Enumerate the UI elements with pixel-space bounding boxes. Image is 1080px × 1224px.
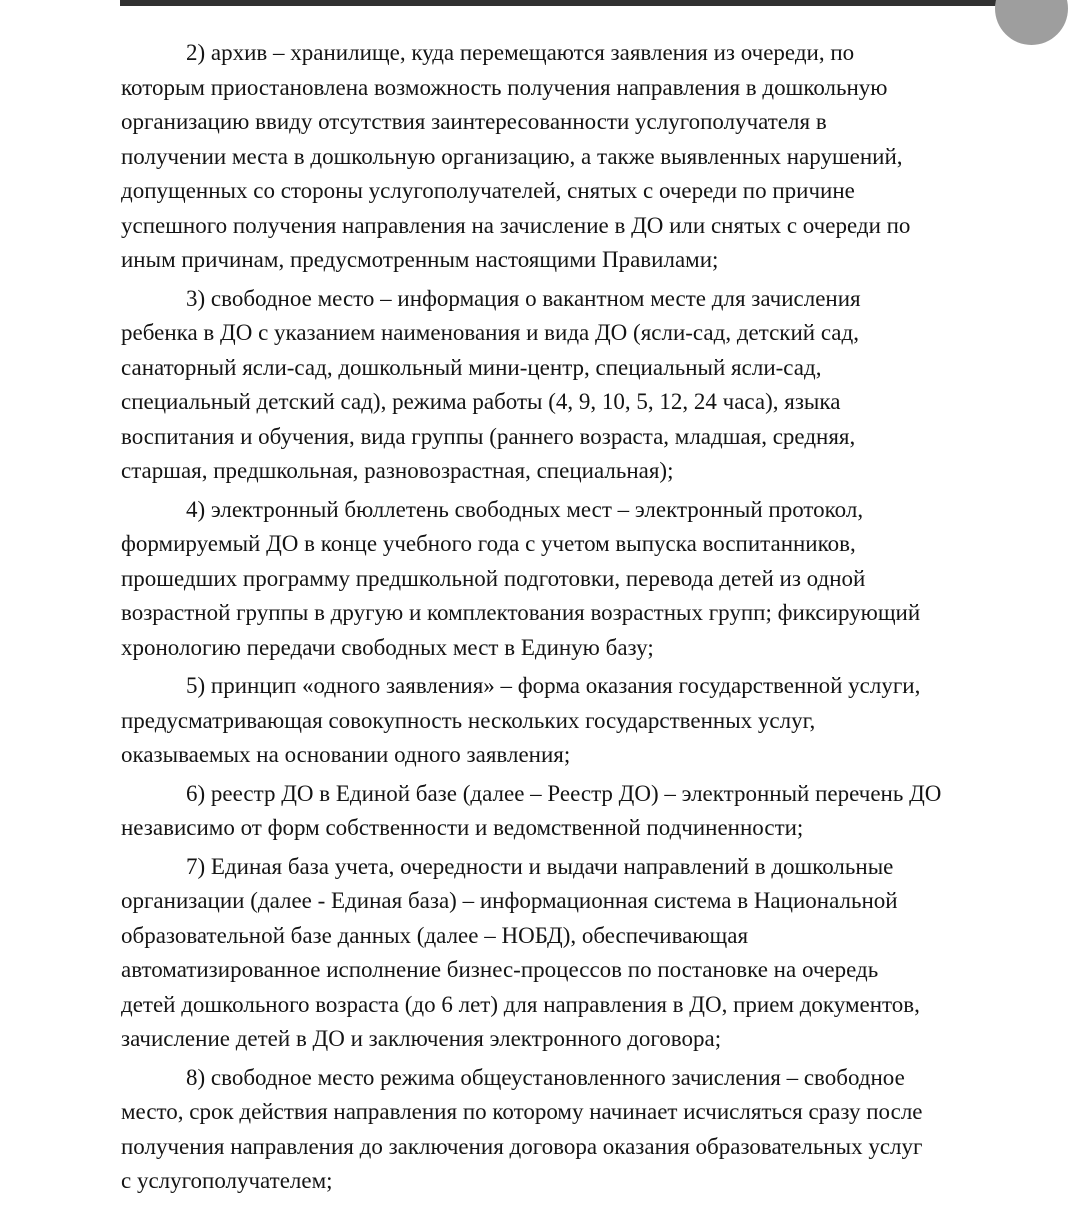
paragraph	[121, 36, 1001, 278]
text-line: 3) свободное место – информация о вакантном месте для зачисления	[186, 285, 861, 311]
text-line: получении места в дошкольную организацию, а также выявленных нарушений,	[121, 143, 903, 169]
text-line: успешного получения направления на зачисление в ДО или снятых с очереди по	[121, 212, 911, 238]
text-line: 6) реестр ДО в Единой базе (далее – Реестр ДО) – электронный перечень ДО	[186, 780, 942, 806]
text-line: оказываемых на основании одного заявления;	[121, 742, 571, 767]
text-line: автоматизированное исполнение бизнес-процессов по постановке на очередь	[121, 957, 879, 982]
text-line: специальный детский сад), режима работы (4, 9, 10, 5, 12, 24 часа), языка	[121, 389, 841, 414]
top-divider-bar	[120, 0, 1006, 6]
text-line: которым приостановлена возможность получения направления в дошкольную	[121, 74, 888, 100]
text-line: прошедших программу предшкольной подготовки, перевода детей из одной	[121, 565, 866, 591]
text-line: детей дошкольного возраста (до 6 лет) для направления в ДО, прием документов,	[121, 991, 920, 1017]
text-line: 7) Единая база учета, очередности и выдачи направлений в дошкольные	[186, 853, 894, 879]
text-line: возрастной группы в другую и комплектования возрастных групп; фиксирующий	[121, 600, 921, 625]
text-line: организацию ввиду отсутствия заинтересованности услугополучателя в	[121, 109, 827, 134]
text-line: место, срок действия направления по которому начинает исчисляться сразу после	[121, 1099, 923, 1124]
text-line: зачисление детей в ДО и заключения электронного договора;	[121, 1026, 722, 1051]
floating-bubble-icon[interactable]	[995, 0, 1068, 45]
text-line: 2) архив – хранилище, куда перемещаются заявления из очереди, по	[186, 40, 855, 65]
text-line: получения направления до заключения договора оказания образовательных услуг	[121, 1133, 923, 1159]
paragraph	[121, 850, 1001, 1057]
paragraph	[121, 282, 1001, 489]
text-line: воспитания и обучения, вида группы (раннего возраста, младшая, средняя,	[121, 423, 856, 449]
text-line: хронологию передачи свободных мест в Единую базу;	[121, 634, 654, 660]
text-line: 8) свободное место режима общеустановленного зачисления – свободное	[186, 1064, 905, 1090]
text-line: 4) электронный бюллетень свободных мест – электронный протокол,	[186, 496, 864, 522]
text-line: формируемый ДО в конце учебного года с учетом выпуска воспитанников,	[121, 531, 856, 556]
paragraph	[121, 493, 1001, 666]
text-line: 5) принцип «одного заявления» – форма оказания государственной услуги,	[186, 673, 921, 698]
text-line: предусматривающая совокупность нескольких государственных услуг,	[121, 707, 816, 733]
text-line: старшая, предшкольная, разновозрастная, специальная);	[121, 458, 674, 483]
text-line: организации (далее - Единая база) – информационная система в Национальной	[121, 888, 898, 913]
text-line: независимо от форм собственности и ведомственной подчиненности;	[121, 815, 804, 840]
document-body	[121, 36, 1001, 1203]
text-line: санаторный ясли-сад, дошкольный мини-центр, специальный ясли-сад,	[121, 354, 822, 380]
text-line: допущенных со стороны услугополучателей, снятых с очереди по причине	[121, 178, 855, 203]
text-line: ребенка в ДО с указанием наименования и вида ДО (ясли-сад, детский сад,	[121, 320, 859, 345]
text-line: образовательной базе данных (далее – НОБД), обеспечивающая	[121, 922, 749, 948]
paragraph	[121, 1061, 1001, 1199]
text-line: иным причинам, предусмотренным настоящими Правилами;	[121, 247, 719, 272]
paragraph	[121, 777, 1001, 846]
text-line: с услугополучателем;	[121, 1168, 333, 1193]
paragraph	[121, 669, 1001, 773]
